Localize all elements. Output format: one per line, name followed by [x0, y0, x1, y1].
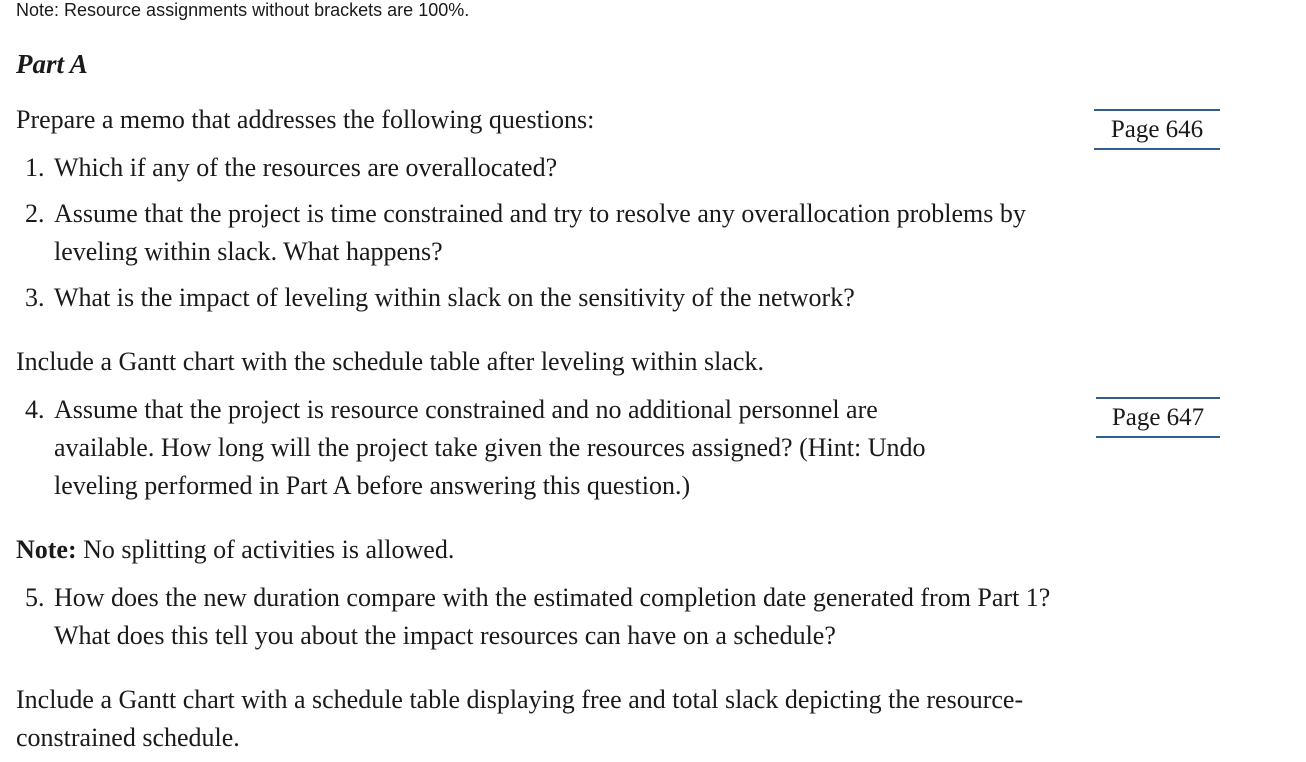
page-reference-646: Page 646	[1094, 109, 1220, 150]
question-text-line-2: available. How long will the project take given the resources assigned? (Hint: Undo	[54, 433, 926, 462]
question-2	[25, 195, 1285, 271]
question-number: 1.	[25, 153, 45, 182]
question-4	[25, 391, 1085, 505]
memo-intro: Prepare a memo that addresses the following questions:	[16, 105, 595, 134]
question-text-line-1: Assume that the project is time constrained and try to resolve any overallocation problems by	[54, 199, 1026, 228]
question-text-line-1: How does the new duration compare with the estimated completion date generated from Part 1?	[54, 583, 1051, 612]
question-5	[25, 579, 1295, 655]
question-text-line-2: What does this tell you about the impact resources can have on a schedule?	[54, 621, 836, 650]
question-number: 3.	[25, 283, 45, 312]
gantt-instruction-1: Include a Gantt chart with the schedule table after leveling within slack.	[16, 347, 764, 376]
question-text: What is the impact of leveling within slack on the sensitivity of the network?	[54, 283, 855, 312]
page-reference-647: Page 647	[1096, 397, 1220, 438]
question-text: Which if any of the resources are overallocated?	[54, 153, 558, 182]
question-number: 5.	[25, 583, 45, 612]
question-number: 4.	[25, 395, 45, 424]
gantt-instruction-2-line-2: constrained schedule.	[16, 723, 240, 752]
splitting-note	[16, 531, 454, 569]
gantt-instruction-2-line-1: Include a Gantt chart with a schedule table displaying free and total slack depicting the resource-	[16, 685, 1024, 714]
note-text: No splitting of activities is allowed.	[76, 535, 455, 564]
question-text-line-2: leveling within slack. What happens?	[54, 237, 443, 266]
question-text-line-1: Assume that the project is resource constrained and no additional personnel are	[54, 395, 878, 424]
question-number: 2.	[25, 199, 45, 228]
question-text-line-3: leveling performed in Part A before answering this question.)	[54, 471, 691, 500]
part-a-heading: Part A	[16, 49, 88, 79]
resource-note: Note: Resource assignments without brackets are 100%.	[16, 0, 470, 20]
note-label: Note:	[16, 535, 77, 564]
